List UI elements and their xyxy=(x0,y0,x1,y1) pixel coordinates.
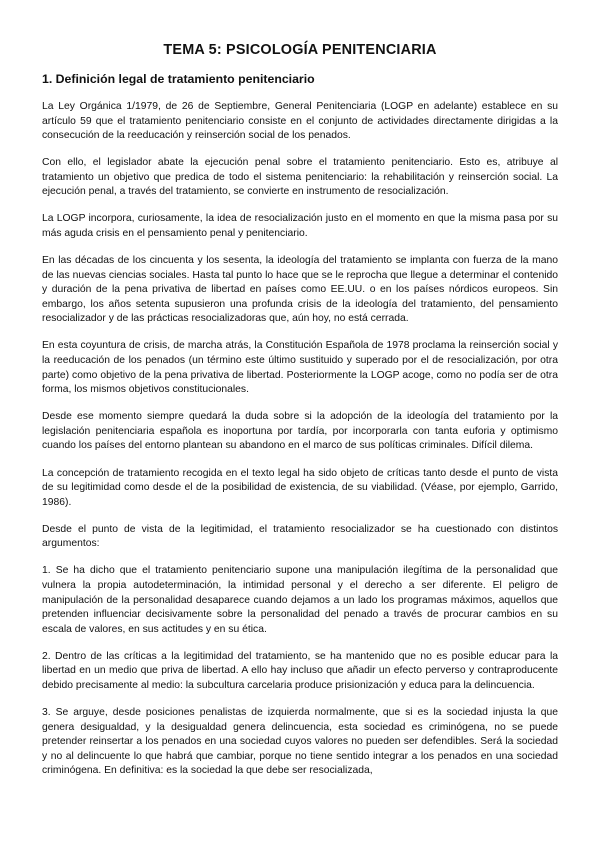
section-heading: 1. Definición legal de tratamiento penitenciario xyxy=(42,72,315,86)
paragraph-logp-definition: La Ley Orgánica 1/1979, de 26 de Septiembre, General Penitenciaria (LOGP en adelante) establece en su artículo 59 que el tratamiento penitenciario consiste en el conjunto de actividades directamente dirigidas a la consecución de la reeducación y reinserción social de los penados. xyxy=(42,101,558,142)
list-item-argument-1: 1. Se ha dicho que el tratamiento penitenciario supone una manipulación ilegítima de la personalidad que vulnera la propia autodeterminación, la intimidad personal y el derecho a ser diferente. El peligro de manipulación de la personalidad desaparece cuando dejamos a un lado los programas máximos, aquellos que pretenden influenciar decisivamente sobre la personalidad del penado a través de procurar cambios en su escala de valores, en sus actitudes y en su ética. xyxy=(42,565,558,635)
paragraph-constitution: En esta coyuntura de crisis, de marcha atrás, la Constitución Española de 1978 proclama la reinserción social y la reeducación de los penados (un término este último sustituido y superado por el de resocialización, por otra parte) como objetivo de la pena privativa de libertad. Posteriormente la LOGP acoge, como no podía ser de otra forma, los mismos objetivos constitucionales. xyxy=(42,340,558,396)
paragraph-criticism: La concepción de tratamiento recogida en el texto legal ha sido objeto de críticas tanto desde el punto de vista de su legitimidad como desde el de la posibilidad de existencia, de su viabilidad. (Véase, por ejemplo, Garrido, 1986). xyxy=(42,467,558,508)
paragraph-dilemma: Desde ese momento siempre quedará la duda sobre si la adopción de la ideología del tratamiento por la legislación penitenciaria española es inoportuna por tardía, por incorporarla con tanta euforia y optimismo cuando los países del entorno plantean su abandono en el marco de sus políticas criminales. Difícil dilema. xyxy=(42,411,558,452)
list-item-argument-3: 3. Se arguye, desde posiciones penalistas de izquierda normalmente, que si es la sociedad injusta la que genera desigualdad, y la desigualdad genera delincuencia, esta sociedad es criminógena, no se puede pretender reinsertar a los penados en una sociedad cuyos valores no pueden ser defendibles. Será la sociedad y no al delincuente lo que habrá que cambiar, porque no tiene sentido integrar a los penados en una sociedad criminógena. En definitiva: es la sociedad la que debe ser resocializada, xyxy=(42,706,558,777)
paragraph-legislator: Con ello, el legislador abate la ejecución penal sobre el tratamiento penitenciario. Esto es, atribuye al tratamiento un objetivo que predica de todo el sistema penitenciario: la rehabilitación y reinserción social. La ejecución penal, a través del tratamiento, se convierte en instrumento de resocialización. xyxy=(42,157,558,198)
list-item-argument-2: 2. Dentro de las críticas a la legitimidad del tratamiento, se ha mantenido que no es posible educar para la libertad en un medio que priva de libertad. A ello hay incluso que añadir un efecto perverso y contraproducente debido precisamente al medio: la subcultura carcelaria produce prisionización y educa para la delincuencia. xyxy=(42,650,558,691)
paragraph-resocialization-crisis: La LOGP incorpora, curiosamente, la idea de resocialización justo en el momento en que la misma pasa por su más aguda crisis en el pensamiento penal y penitenciario. xyxy=(42,213,558,240)
paragraph-legitimacy-intro: Desde el punto de vista de la legitimidad, el tratamiento resocializador se ha cuestionado con distintos argumentos: xyxy=(42,523,558,550)
paragraph-decades: En las décadas de los cincuenta y los sesenta, la ideología del tratamiento se implanta con fuerza de la mano de las nuevas ciencias sociales. Hasta tal punto lo hace que se le reprocha que llegue a determinar el contenido y duración de la pena privativa de libertad en países como EE.UU. o en los países nórdicos europeos. Sin embargo, los años setenta supusieron una profunda crisis de la ideología del tratamiento, del pensamiento resocializador y de las prácticas resocializadoras que, aún hoy, no está cerrada. xyxy=(42,255,558,325)
document-title: TEMA 5: PSICOLOGÍA PENITENCIARIA xyxy=(163,42,437,58)
